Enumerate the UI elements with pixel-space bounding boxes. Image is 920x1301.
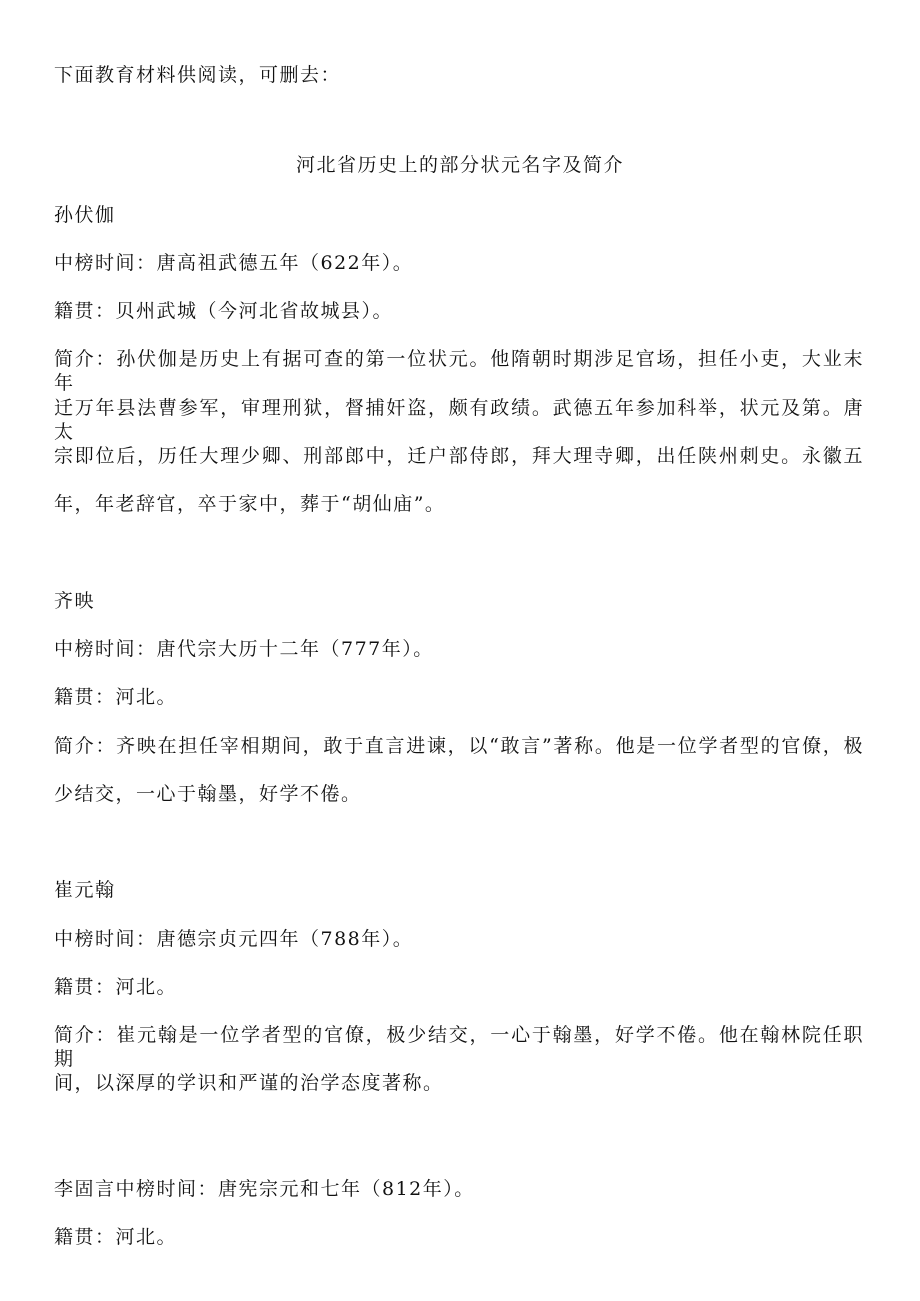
entry-origin: 籍贯：河北。 bbox=[54, 976, 178, 998]
intro-note: 下面教育材料供阅读，可删去： bbox=[54, 64, 342, 86]
entry-time: 中榜时间：唐德宗贞元四年（788年）。 bbox=[54, 928, 414, 950]
entry-bio-line: 简介：崔元翰是一位学者型的官僚，极少结交，一心于翰墨，好学不倦。他在翰林院任职期 bbox=[54, 1024, 864, 1070]
entry-origin: 籍贯：贝州武城（今河北省故城县）。 bbox=[54, 300, 394, 322]
document-title: 河北省历史上的部分状元名字及简介 bbox=[295, 154, 624, 176]
entry-name: 齐映 bbox=[54, 590, 96, 612]
entry-bio-line: 迁万年县法曹参军，审理刑狱，督捕奸盗，颇有政绩。武德五年参加科举，状元及第。唐太 bbox=[54, 397, 864, 443]
entry-bio-line: 宗即位后，历任大理少卿、刑部郎中，迁户部侍郎，拜大理寺卿，出任陕州刺史。永徽五 bbox=[54, 445, 864, 467]
entry-origin: 籍贯：河北。 bbox=[54, 686, 178, 708]
entry-bio-line: 少结交，一心于翰墨，好学不倦。 bbox=[54, 783, 362, 805]
entry-bio-line: 简介：齐映在担任宰相期间，敢于直言进谏，以“敢言”著称。他是一位学者型的官僚，极 bbox=[54, 735, 864, 757]
entry-time: 中榜时间：唐高祖武德五年（622年）。 bbox=[54, 252, 414, 274]
entry-bio-line: 间，以深厚的学识和严谨的治学态度著称。 bbox=[54, 1072, 444, 1094]
entry-name: 崔元翰 bbox=[54, 879, 116, 901]
entry-origin: 籍贯：河北。 bbox=[54, 1226, 178, 1248]
entry-time: 中榜时间：唐代宗大历十二年（777年）。 bbox=[54, 638, 434, 660]
entry-bio-line: 简介：孙伏伽是历史上有据可查的第一位状元。他隋朝时期涉足官场，担任小吏，大业末年 bbox=[54, 348, 864, 394]
entry-name: 孙伏伽 bbox=[54, 204, 116, 226]
entry-name-time: 李固言中榜时间：唐宪宗元和七年（812年）。 bbox=[54, 1178, 475, 1200]
entry-bio-line: 年，年老辞官，卒于家中，葬于“胡仙庙”。 bbox=[54, 493, 446, 515]
